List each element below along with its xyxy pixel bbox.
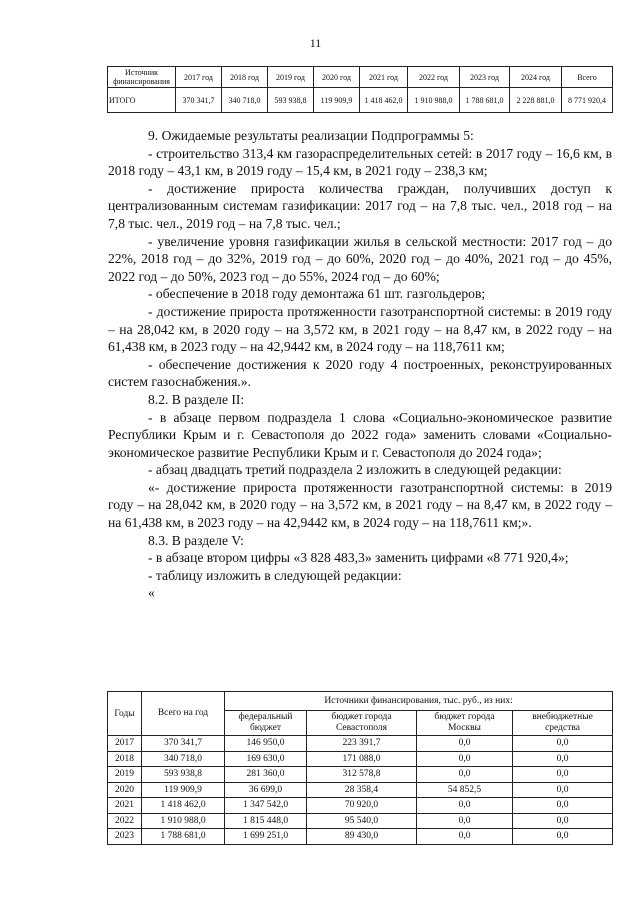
table-row	[108, 829, 613, 845]
table-cell: 0,0	[417, 767, 513, 783]
table-cell: 340 718,0	[222, 88, 268, 113]
table-cell: 1 910 988,0	[142, 813, 225, 829]
table-cell: 171 088,0	[307, 751, 417, 767]
header-cell: Всего	[562, 67, 613, 88]
table-row	[108, 736, 613, 752]
table-row	[108, 88, 613, 113]
paragraph: - увеличение уровня газификации жилья в сельской местности: 2017 год – до 22%, 2018 год – до 32%, 2019 год – до 60%, 2020 год – до 40%, 2021 год – до 45%, 2022 год – до 50%, 2023 год – до 55%, 2024 год – до 60%;	[108, 233, 612, 284]
row-label: ИТОГО	[108, 88, 176, 113]
header-cell-years: Годы	[108, 692, 142, 736]
table-cell: 0,0	[417, 829, 513, 845]
table-cell: 89 430,0	[307, 829, 417, 845]
table-cell: 119 909,9	[314, 88, 360, 113]
table-row	[108, 782, 613, 798]
table-cell: 0,0	[417, 751, 513, 767]
table-cell: 0,0	[417, 798, 513, 814]
table-header-row	[108, 692, 613, 711]
paragraph: - в абзаце втором цифры «3 828 483,3» заменить цифрами «8 771 920,4»;	[148, 550, 569, 566]
table-cell: 223 391,7	[307, 736, 417, 752]
table-cell: 1 418 462,0	[360, 88, 408, 113]
table-row	[108, 813, 613, 829]
table-cell: 370 341,7	[142, 736, 225, 752]
header-cell-total: Всего на год	[142, 692, 225, 736]
table-cell: 28 358,4	[307, 782, 417, 798]
table-cell: 593 938,8	[268, 88, 314, 113]
table-cell: 0,0	[513, 767, 613, 783]
header-cell: 2024 год	[510, 67, 562, 88]
table-cell: 370 341,7	[176, 88, 222, 113]
section-heading: 8.2. В разделе II:	[148, 391, 245, 407]
table-cell: 1 788 681,0	[460, 88, 510, 113]
table-cell: 0,0	[513, 736, 613, 752]
table-cell: 0,0	[513, 798, 613, 814]
table-cell: 0,0	[513, 751, 613, 767]
table-cell: 0,0	[513, 813, 613, 829]
year-cell: 2021	[108, 798, 142, 814]
year-cell: 2017	[108, 736, 142, 752]
header-cell: Источник финансирования	[108, 67, 176, 88]
header-cell: 2018 год	[222, 67, 268, 88]
paragraph: - таблицу изложить в следующей редакции:	[148, 567, 402, 583]
year-cell: 2018	[108, 751, 142, 767]
table-cell: 0,0	[513, 782, 613, 798]
paragraph: - абзац двадцать третий подраздела 2 изложить в следующей редакции:	[148, 462, 562, 478]
header-cell: федеральный бюджет	[225, 711, 307, 736]
table-cell: 36 699,0	[225, 782, 307, 798]
table-cell: 2 228 881,0	[510, 88, 562, 113]
table-cell: 1 347 542,0	[225, 798, 307, 814]
header-cell: бюджет города Севастополя	[307, 711, 417, 736]
year-cell: 2022	[108, 813, 142, 829]
quote-mark: «	[148, 585, 155, 601]
header-cell: 2023 год	[460, 67, 510, 88]
table-cell: 1 815 448,0	[225, 813, 307, 829]
header-cell: 2022 год	[408, 67, 460, 88]
table-cell: 119 909,9	[142, 782, 225, 798]
header-cell: 2019 год	[268, 67, 314, 88]
year-cell: 2020	[108, 782, 142, 798]
table-cell: 1 788 681,0	[142, 829, 225, 845]
paragraph: - обеспечение в 2018 году демонтажа 61 шт. газгольдеров;	[148, 286, 486, 302]
paragraph: «- достижение прироста протяженности газотранспортной системы: в 2019 году – на 28,042 км, в 2020 году – на 3,572 км, в 2021 году – на 8,47 км, в 2022 году – на 61,438 км, в 2023 году – на 42,9442 км, в 2024 году – на 118,7611 км;».	[108, 479, 612, 531]
header-cell: 2020 год	[314, 67, 360, 88]
paragraph: - достижение прироста количества граждан, получивших доступ к централизованным системам газификации: 2017 год – на 7,8 тыс. чел., 2018 год – на 7,8 тыс. чел., 2019 год – на 7,8 тыс. чел.;	[108, 180, 612, 231]
table-cell: 0,0	[417, 736, 513, 752]
header-cell: 2021 год	[360, 67, 408, 88]
table-cell: 8 771 920,4	[562, 88, 613, 113]
table-cell: 169 630,0	[225, 751, 307, 767]
table-cell: 593 938,8	[142, 767, 225, 783]
table-cell: 1 418 462,0	[142, 798, 225, 814]
table-cell: 1 910 988,0	[408, 88, 460, 113]
table-cell: 70 920,0	[307, 798, 417, 814]
financing-by-year-table	[107, 691, 613, 845]
paragraph: - достижение прироста протяженности газотранспортной системы: в 2019 году – на 28,042 км, в 2020 году – на 3,572 км, в 2021 году – на 8,47 км, в 2022 году – на 61,438 км, в 2023 году – на 42,9442 км, в 2024 году – на 118,7611 км;	[108, 303, 612, 355]
table-cell: 1 699 251,0	[225, 829, 307, 845]
table-cell: 312 578,8	[307, 767, 417, 783]
header-cell: 2017 год	[176, 67, 222, 88]
year-cell: 2023	[108, 829, 142, 845]
table-cell: 146 950,0	[225, 736, 307, 752]
table-cell: 95 540,0	[307, 813, 417, 829]
header-cell: бюджет города Москвы	[417, 711, 513, 736]
table-row	[108, 767, 613, 783]
paragraph: - в абзаце первом подраздела 1 слова «Социально-экономическое развитие Республики Крым и г. Севастополя до 2022 года» заменить словами «Социально-экономическое развитие Республики Крым и г. Севастополя до 2024 года»;	[108, 409, 612, 460]
table-row	[108, 798, 613, 814]
page-number: 11	[309, 36, 322, 50]
document-body	[108, 127, 612, 602]
paragraph: - строительство 313,4 км газораспределительных сетей: в 2017 году – 16,6 км, в 2018 году – 43,1 км, в 2019 году – 15,4 км, в 2021 году – 238,3 км;	[108, 145, 612, 179]
table-cell: 281 360,0	[225, 767, 307, 783]
year-cell: 2019	[108, 767, 142, 783]
paragraph: - обеспечение достижения к 2020 году 4 построенных, реконструированных систем газоснабжения.».	[108, 356, 612, 390]
financing-summary-table	[107, 66, 613, 113]
table-cell: 0,0	[513, 829, 613, 845]
section-heading: 8.3. В разделе V:	[148, 532, 244, 548]
header-cell: внебюджетные средства	[513, 711, 613, 736]
header-cell-sources: Источники финансирования, тыс. руб., из них:	[225, 692, 613, 711]
table-cell: 54 852,5	[417, 782, 513, 798]
table-cell: 0,0	[417, 813, 513, 829]
section-heading: 9. Ожидаемые результаты реализации Подпрограммы 5:	[148, 128, 474, 143]
table-cell: 340 718,0	[142, 751, 225, 767]
table-header-row	[108, 67, 613, 88]
table-row	[108, 751, 613, 767]
